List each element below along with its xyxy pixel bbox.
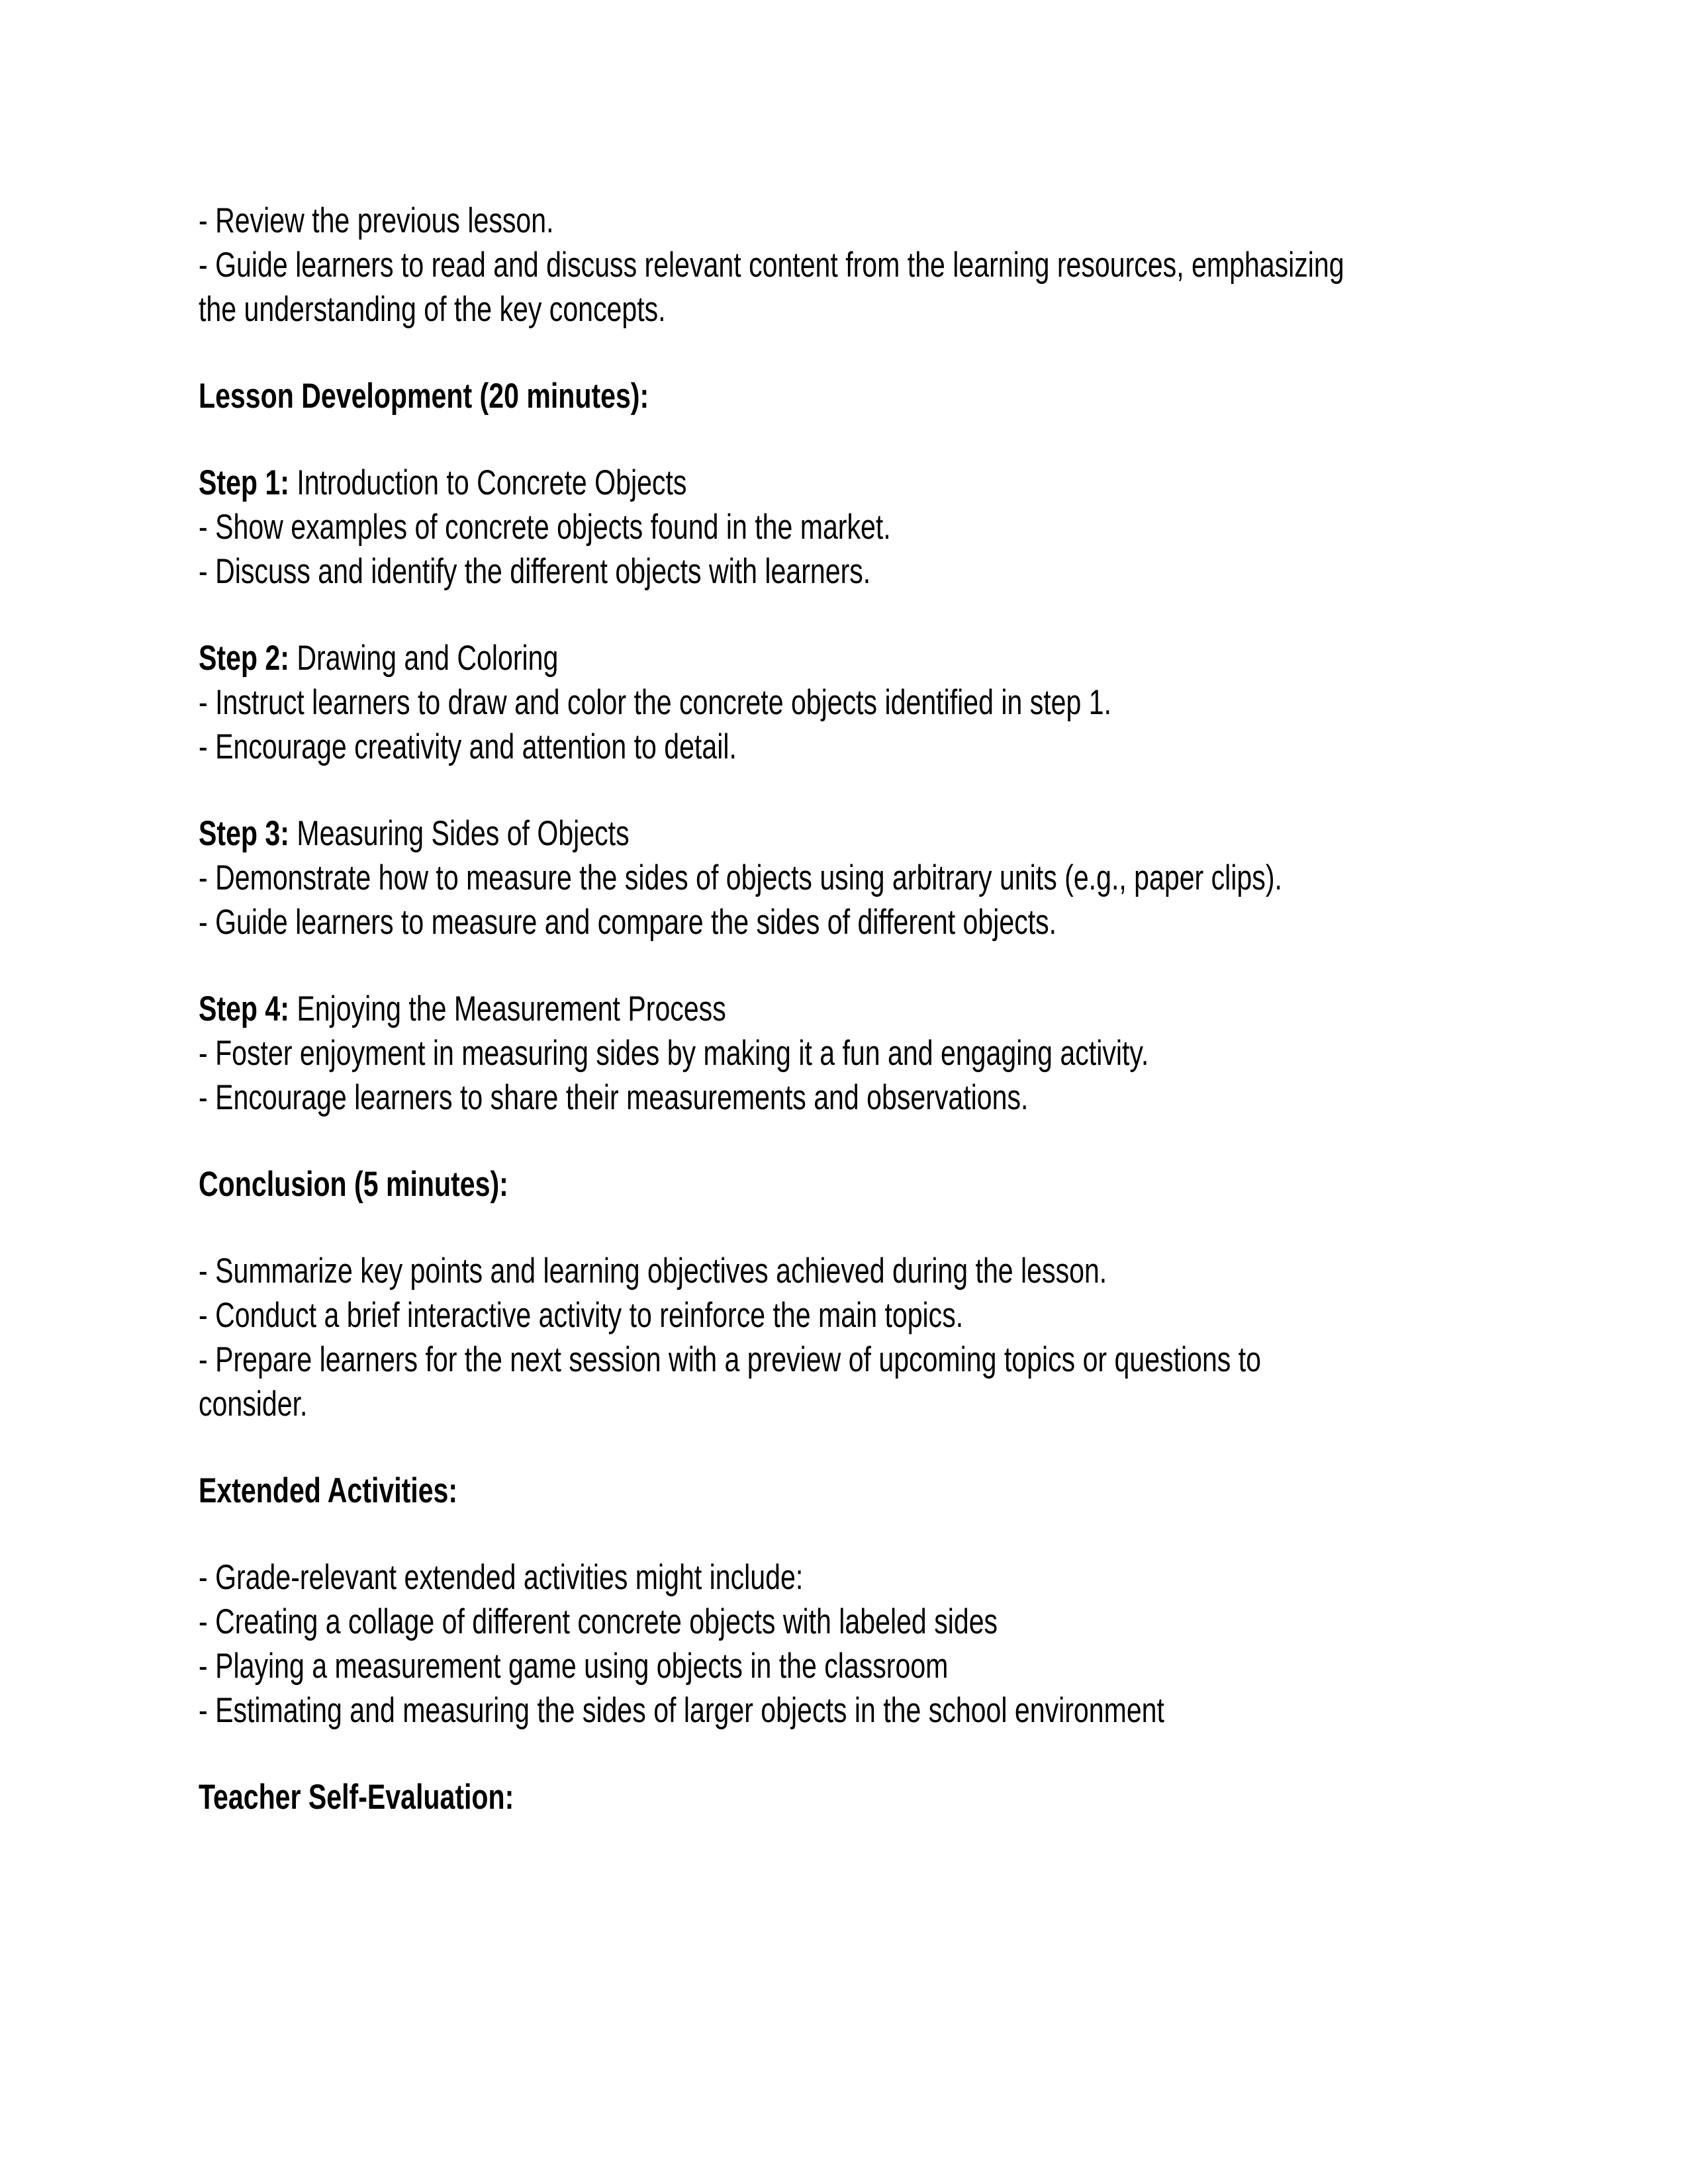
bullet-discuss-identify (199, 549, 1491, 594)
text-run: - Guide learners to read and discuss relevant content from the learning resources, emphasizing (199, 246, 1344, 285)
text-run: the understanding of the key concepts. (199, 290, 666, 329)
section-extended-activities-heading (199, 1469, 1491, 1513)
text-run: - Conduct a brief interactive activity to reinforce the main topics. (199, 1296, 964, 1335)
bold-run: Extended Activities: (199, 1471, 458, 1510)
section-teacher-self-evaluation-heading (199, 1775, 1491, 1819)
section-opening-review (199, 199, 1491, 332)
bullet-review-previous-lesson (199, 199, 1491, 243)
bullet-estimating-measuring (199, 1688, 1491, 1733)
bullet-guide-learners-read (199, 243, 1491, 287)
text-run: Enjoying the Measurement Process (289, 989, 726, 1028)
heading-teacher-self-evaluation (199, 1775, 1491, 1819)
bullet-conduct-brief-activity (199, 1293, 1491, 1338)
bullet-grade-relevant (199, 1555, 1491, 1600)
heading-step-1 (199, 461, 1491, 505)
text-run: - Discuss and identify the different objects with learners. (199, 552, 871, 591)
document-content (199, 199, 1491, 1862)
bold-run: Lesson Development (20 minutes): (199, 377, 649, 416)
section-step-3 (199, 811, 1491, 944)
heading-conclusion (199, 1162, 1491, 1206)
bold-run: Step 4: (199, 989, 289, 1028)
bold-run: Teacher Self-Evaluation: (199, 1778, 514, 1817)
text-run: - Prepare learners for the next session with a preview of upcoming topics or questions to (199, 1340, 1262, 1379)
bold-run: Step 2: (199, 639, 289, 678)
text-run: - Guide learners to measure and compare the sides of different objects. (199, 903, 1057, 942)
text-run: - Grade-relevant extended activities might include: (199, 1558, 804, 1597)
text-run: consider. (199, 1385, 308, 1424)
section-extended-activities-bullets (199, 1555, 1491, 1733)
section-lesson-development-heading (199, 374, 1491, 418)
bullet-instruct-learners-draw (199, 680, 1491, 725)
bold-run: Step 1: (199, 463, 289, 502)
section-step-1 (199, 461, 1491, 594)
text-run: - Playing a measurement game using objects in the classroom (199, 1647, 949, 1686)
section-conclusion-heading (199, 1162, 1491, 1206)
bullet-encourage-share (199, 1075, 1491, 1120)
text-run: - Estimating and measuring the sides of larger objects in the school environment (199, 1691, 1164, 1730)
bullet-prepare-learners-wrap (199, 1382, 1491, 1426)
text-run: Measuring Sides of Objects (289, 814, 630, 853)
section-conclusion-bullets (199, 1249, 1491, 1426)
text-run: - Demonstrate how to measure the sides of objects using arbitrary units (e.g., paper clips). (199, 858, 1282, 897)
heading-step-4 (199, 987, 1491, 1031)
heading-lesson-development (199, 374, 1491, 418)
heading-step-3 (199, 811, 1491, 856)
text-run: - Creating a collage of different concrete objects with labeled sides (199, 1602, 998, 1641)
bullet-creating-collage (199, 1600, 1491, 1644)
bullet-demonstrate-measure (199, 856, 1491, 900)
bullet-playing-measurement-game (199, 1644, 1491, 1688)
text-run: - Instruct learners to draw and color the concrete objects identified in step 1. (199, 683, 1112, 722)
text-run: Drawing and Coloring (289, 639, 559, 678)
text-run: Introduction to Concrete Objects (289, 463, 687, 502)
text-run: - Review the previous lesson. (199, 201, 554, 240)
bold-run: Conclusion (5 minutes): (199, 1165, 508, 1204)
bullet-summarize-key-points (199, 1249, 1491, 1293)
text-run: - Encourage learners to share their measurements and observations. (199, 1078, 1029, 1117)
heading-extended-activities (199, 1469, 1491, 1513)
text-run: - Encourage creativity and attention to detail. (199, 727, 737, 766)
section-step-4 (199, 987, 1491, 1120)
heading-step-2 (199, 636, 1491, 680)
bullet-prepare-learners (199, 1338, 1491, 1382)
bold-run: Step 3: (199, 814, 289, 853)
bullet-foster-enjoyment (199, 1031, 1491, 1075)
text-run: - Show examples of concrete objects found in the market. (199, 508, 891, 547)
bullet-guide-learners-read-wrap (199, 287, 1491, 332)
bullet-guide-measure-compare (199, 900, 1491, 944)
bullet-encourage-creativity (199, 725, 1491, 769)
section-step-2 (199, 636, 1491, 769)
text-run: - Foster enjoyment in measuring sides by making it a fun and engaging activity. (199, 1034, 1149, 1073)
bullet-show-examples (199, 505, 1491, 549)
text-run: - Summarize key points and learning objectives achieved during the lesson. (199, 1251, 1107, 1291)
